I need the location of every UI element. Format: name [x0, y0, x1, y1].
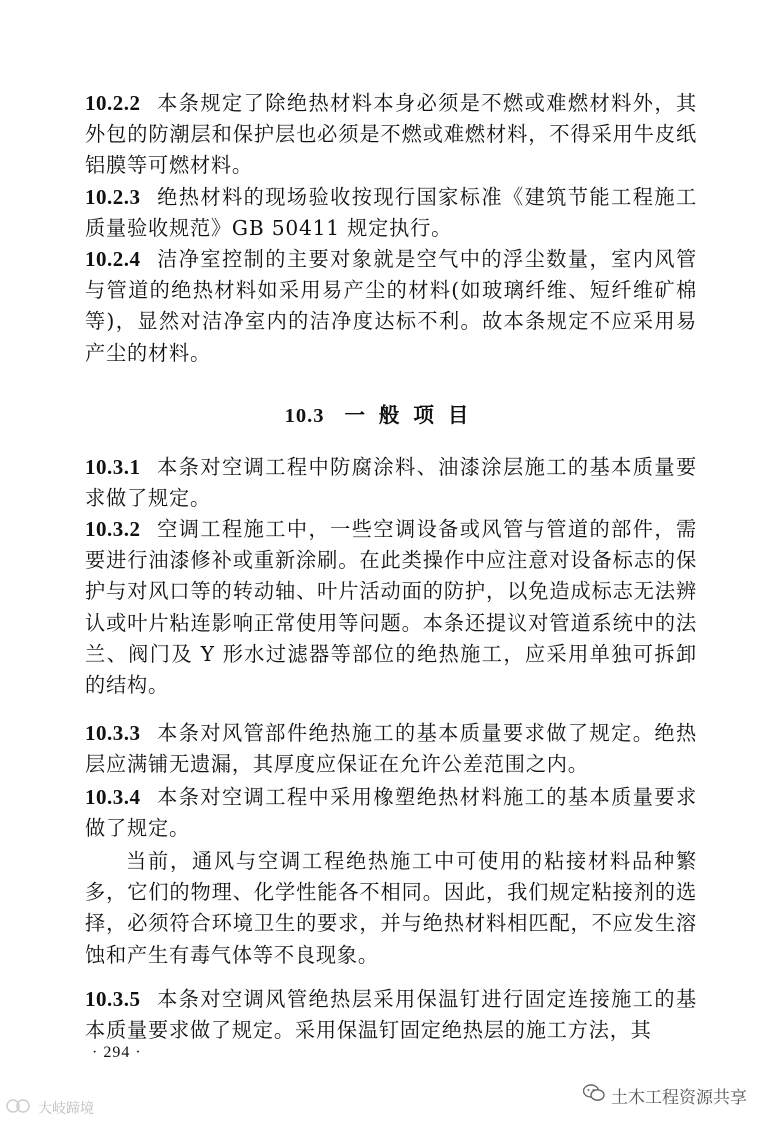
clause-number: 10.3.3	[85, 721, 141, 745]
clause-10-2-4	[85, 244, 697, 369]
clause-text: 本条规定了除绝热材料本身必须是不燃或难燃材料外，其外包的防潮层和保护层也必须是不燃或难燃材料，不得采用牛皮纸铝膜等可燃材料。	[85, 91, 697, 178]
source-logo-icon	[6, 1098, 34, 1118]
clause-number: 10.3.1	[85, 455, 141, 479]
clause-text: 本条对空调工程中采用橡塑绝热材料施工的基本质量要求做了规定。	[85, 785, 697, 841]
clause-text: 本条对空调风管绝热层采用保温钉进行固定连接施工的基本质量要求做了规定。采用保温钉固定绝热层的施工方法，其	[85, 987, 697, 1043]
section-heading	[0, 398, 767, 428]
watermark-source	[6, 1098, 94, 1118]
clause-number: 10.3.4	[85, 785, 141, 809]
clause-text: 空调工程施工中，一些空调设备或风管与管道的部件，需要进行油漆修补或重新涂刷。在此类操作中应注意对设备标志的保护与对风口等的转动轴、叶片活动面的防护，以免造成标志无法辨认或叶片粘连影响正常使用等问题。本条还提议对管道系统中的法兰、阀门及 Y 形水过滤器等部位的绝热施工，应采用单独可拆卸的结构。	[85, 517, 697, 698]
page-number: · 294 ·	[92, 1044, 142, 1061]
clause-text: 本条对风管部件绝热施工的基本质量要求做了规定。绝热层应满铺无遗漏，其厚度应保证在允许公差范围之内。	[85, 721, 697, 777]
clause-10-3-3	[85, 718, 697, 780]
clause-text: 洁净室控制的主要对象就是空气中的浮尘数量，室内风管与管道的绝热材料如采用易产尘的材料(如玻璃纤维、短纤维矿棉等)，显然对洁净室内的洁净度达标不利。故本条规定不应采用易产尘的材料。	[85, 247, 697, 365]
clause-10-3-4	[85, 782, 697, 844]
clause-10-3-1	[85, 452, 697, 514]
wechat-icon	[583, 1084, 605, 1107]
clause-number: 10.3.2	[85, 517, 141, 541]
clause-10-2-3	[85, 182, 697, 244]
clause-number: 10.2.2	[85, 91, 141, 115]
paragraph-text: 当前，通风与空调工程绝热施工中可使用的粘接材料品种繁多，它们的物理、化学性能各不相同。因此，我们规定粘接剂的选择，必须符合环境卫生的要求，并与绝热材料相匹配，不应发生溶蚀和产生有毒气体等不良现象。	[85, 849, 697, 967]
watermark-text: 土木工程资源共享	[611, 1088, 747, 1108]
clause-text: 本条对空调工程中防腐涂料、油漆涂层施工的基本质量要求做了规定。	[85, 455, 697, 511]
clause-text: 绝热材料的现场验收按现行国家标准《建筑节能工程施工质量验收规范》GB 50411 规定执行。	[85, 185, 697, 241]
clause-number: 10.2.4	[85, 247, 141, 271]
watermark-source-text: 大岐蹄境	[38, 1101, 94, 1117]
watermark-account	[583, 1083, 747, 1108]
clause-10-3-5	[85, 984, 697, 1046]
clause-number: 10.3.5	[85, 987, 141, 1011]
clause-10-2-2	[85, 88, 697, 182]
clause-10-3-2	[85, 514, 697, 701]
clause-number: 10.2.3	[85, 185, 141, 209]
section-number: 10.3	[284, 405, 325, 427]
section-title: 一般项目	[344, 403, 483, 427]
body-paragraph	[85, 846, 697, 971]
